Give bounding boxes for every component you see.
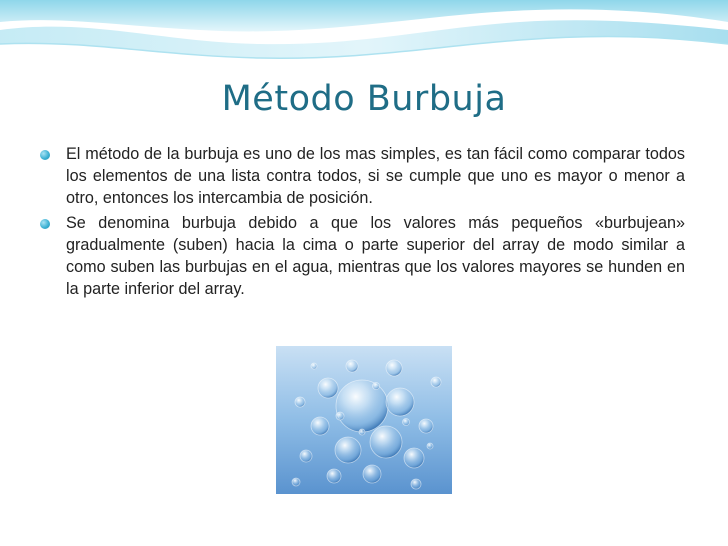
- bubbles-photo: [276, 346, 452, 494]
- wave-header-decoration: [0, 0, 728, 70]
- bullet-item: [40, 212, 685, 300]
- bubbles-icon: [276, 346, 452, 494]
- bullet-text: El método de la burbuja es uno de los mas simples, es tan fácil como comparar todos los elementos de una lista contra todos, si se cumple que uno es mayor o menor a otro, entonces los intercambia de posición.: [66, 145, 685, 207]
- bullet-item: [40, 143, 685, 209]
- bullet-dot-icon: [40, 150, 50, 160]
- bullet-dot-icon: [40, 219, 50, 229]
- bullet-text: Se denomina burbuja debido a que los valores más pequeños «burbujean» gradualmente (suben) hacia la cima o parte superior del array de modo similar a como suben las burbujas en el agua, mientras que los valores mayores se hunden en la parte inferior del array.: [66, 214, 685, 298]
- slide-title: Método Burbuja: [221, 79, 507, 119]
- bullet-list: [40, 143, 685, 300]
